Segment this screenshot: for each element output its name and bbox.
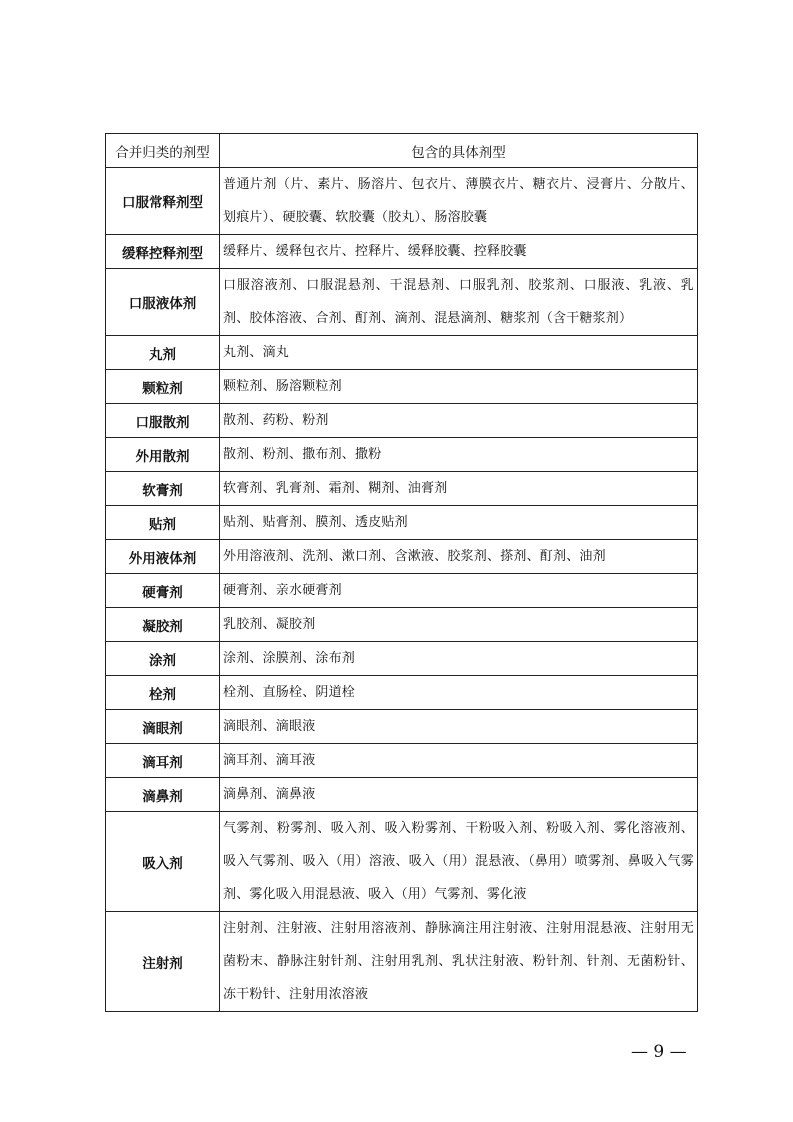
forms-cell: 注射剂、注射液、注射用溶液剂、静脉滴注用注射液、注射用混悬液、注射用无菌粉末、静脉注射针剂、注射用乳剂、乳状注射液、粉针剂、针剂、无菌粉针、冻干粉针、注射用浓溶液 bbox=[220, 912, 698, 1012]
forms-cell: 滴耳剂、滴耳液 bbox=[220, 744, 698, 778]
dosage-form-table bbox=[105, 133, 698, 1012]
forms-cell: 滴鼻剂、滴鼻液 bbox=[220, 778, 698, 812]
category-cell: 硬膏剂 bbox=[106, 574, 220, 608]
forms-cell: 硬膏剂、亲水硬膏剂 bbox=[220, 574, 698, 608]
table-row bbox=[106, 336, 698, 370]
table-row bbox=[106, 370, 698, 404]
forms-cell: 丸剂、滴丸 bbox=[220, 336, 698, 370]
table-row bbox=[106, 912, 698, 1012]
forms-cell: 缓释片、缓释包衣片、控释片、缓释胶囊、控释胶囊 bbox=[220, 235, 698, 269]
table-row bbox=[106, 404, 698, 438]
table-row bbox=[106, 168, 698, 235]
category-cell: 滴鼻剂 bbox=[106, 778, 220, 812]
table-row bbox=[106, 710, 698, 744]
page-number: — 9 — bbox=[631, 1042, 687, 1062]
table-row bbox=[106, 269, 698, 336]
table-row bbox=[106, 506, 698, 540]
header-specific-forms: 包含的具体剂型 bbox=[220, 134, 698, 168]
category-cell: 软膏剂 bbox=[106, 472, 220, 506]
table-row bbox=[106, 744, 698, 778]
header-merged-category: 合并归类的剂型 bbox=[106, 134, 220, 168]
category-cell: 栓剂 bbox=[106, 676, 220, 710]
category-cell: 滴耳剂 bbox=[106, 744, 220, 778]
category-cell: 外用液体剂 bbox=[106, 540, 220, 574]
forms-cell: 贴剂、贴膏剂、膜剂、透皮贴剂 bbox=[220, 506, 698, 540]
category-cell: 缓释控释剂型 bbox=[106, 235, 220, 269]
table-row bbox=[106, 540, 698, 574]
category-cell: 颗粒剂 bbox=[106, 370, 220, 404]
category-cell: 口服液体剂 bbox=[106, 269, 220, 336]
forms-cell: 散剂、药粉、粉剂 bbox=[220, 404, 698, 438]
forms-cell: 颗粒剂、肠溶颗粒剂 bbox=[220, 370, 698, 404]
category-cell: 凝胶剂 bbox=[106, 608, 220, 642]
forms-cell: 涂剂、涂膜剂、涂布剂 bbox=[220, 642, 698, 676]
category-cell: 注射剂 bbox=[106, 912, 220, 1012]
table-row bbox=[106, 778, 698, 812]
category-cell: 外用散剂 bbox=[106, 438, 220, 472]
forms-cell: 气雾剂、粉雾剂、吸入剂、吸入粉雾剂、干粉吸入剂、粉吸入剂、雾化溶液剂、吸入气雾剂、吸入（用）溶液、吸入（用）混悬液、（鼻用）喷雾剂、鼻吸入气雾剂、雾化吸入用混悬液、吸入（用）气雾剂、雾化液 bbox=[220, 812, 698, 912]
forms-cell: 外用溶液剂、洗剂、漱口剂、含漱液、胶浆剂、搽剂、酊剂、油剂 bbox=[220, 540, 698, 574]
table-row bbox=[106, 812, 698, 912]
category-cell: 滴眼剂 bbox=[106, 710, 220, 744]
table-row bbox=[106, 608, 698, 642]
table-row bbox=[106, 472, 698, 506]
category-cell: 吸入剂 bbox=[106, 812, 220, 912]
table-body bbox=[106, 168, 698, 1012]
forms-cell: 普通片剂（片、素片、肠溶片、包衣片、薄膜衣片、糖衣片、浸膏片、分散片、划痕片）、硬胶囊、软胶囊（胶丸）、肠溶胶囊 bbox=[220, 168, 698, 235]
forms-cell: 滴眼剂、滴眼液 bbox=[220, 710, 698, 744]
table-row bbox=[106, 574, 698, 608]
forms-cell: 栓剂、直肠栓、阴道栓 bbox=[220, 676, 698, 710]
table-row bbox=[106, 642, 698, 676]
forms-cell: 软膏剂、乳膏剂、霜剂、糊剂、油膏剂 bbox=[220, 472, 698, 506]
table-row bbox=[106, 676, 698, 710]
category-cell: 涂剂 bbox=[106, 642, 220, 676]
table-row bbox=[106, 438, 698, 472]
category-cell: 口服散剂 bbox=[106, 404, 220, 438]
category-cell: 丸剂 bbox=[106, 336, 220, 370]
category-cell: 贴剂 bbox=[106, 506, 220, 540]
table-header-row bbox=[106, 134, 698, 168]
forms-cell: 乳胶剂、凝胶剂 bbox=[220, 608, 698, 642]
forms-cell: 口服溶液剂、口服混悬剂、干混悬剂、口服乳剂、胶浆剂、口服液、乳液、乳剂、胶体溶液、合剂、酊剂、滴剂、混悬滴剂、糖浆剂（含干糖浆剂） bbox=[220, 269, 698, 336]
table-row bbox=[106, 235, 698, 269]
category-cell: 口服常释剂型 bbox=[106, 168, 220, 235]
forms-cell: 散剂、粉剂、撒布剂、撒粉 bbox=[220, 438, 698, 472]
